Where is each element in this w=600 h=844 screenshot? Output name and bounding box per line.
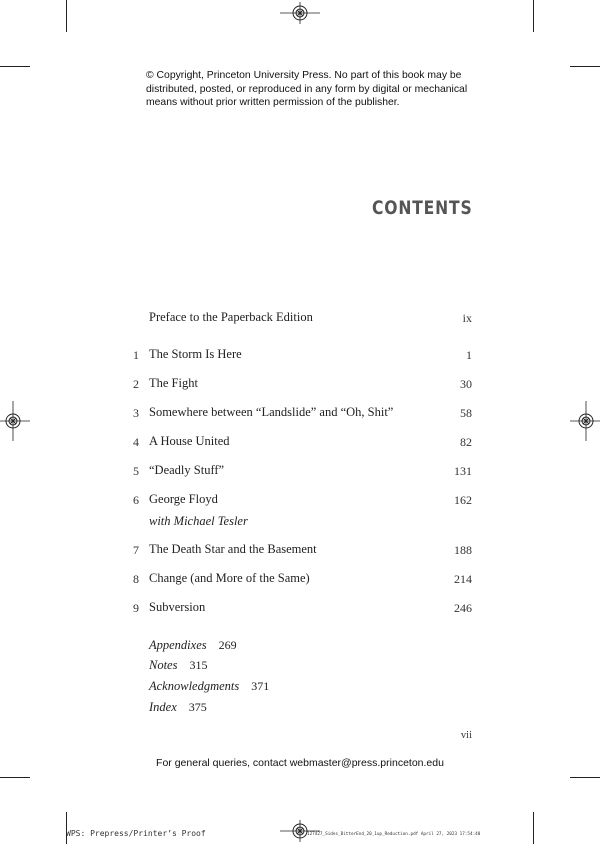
toc-chapter-title: The Fight bbox=[149, 376, 198, 390]
toc-chapter-number: 6 bbox=[133, 493, 139, 507]
toc-backmatter-page: 375 bbox=[188, 700, 207, 714]
toc-chapter-number: 5 bbox=[133, 464, 139, 478]
toc-backmatter-entry bbox=[149, 638, 237, 653]
proof-slug-right: 127427_Sides_BitterEnd_20_1up_Reduction.pdf April 27, 2023 17:54:40 bbox=[307, 832, 481, 837]
toc-chapter-number: 8 bbox=[133, 572, 139, 586]
toc-backmatter-label: Notes bbox=[149, 658, 178, 672]
toc-chapter-page: 1 bbox=[466, 348, 472, 362]
crop-mark-bottom-right bbox=[533, 812, 534, 844]
toc-backmatter-page: 371 bbox=[251, 679, 270, 693]
crop-mark-left-top bbox=[0, 66, 30, 67]
page-number: vii bbox=[460, 730, 472, 741]
registration-mark-left-icon bbox=[0, 401, 30, 441]
copyright-notice bbox=[146, 69, 476, 110]
toc-chapter-page: 188 bbox=[454, 543, 472, 557]
toc-backmatter-entry bbox=[149, 658, 207, 673]
toc-backmatter-entry bbox=[149, 679, 269, 694]
crop-mark-right-top bbox=[570, 66, 600, 67]
toc-chapter-page: 214 bbox=[454, 572, 472, 586]
toc-backmatter-label: Index bbox=[149, 700, 177, 714]
page-title: CONTENTS bbox=[371, 197, 472, 219]
crop-mark-left-bottom bbox=[0, 777, 30, 778]
crop-mark-bottom-left bbox=[66, 812, 67, 844]
toc-chapter-title: The Death Star and the Basement bbox=[149, 542, 317, 556]
toc-chapter-title: George Floyd bbox=[149, 492, 218, 506]
toc-chapter-number: 3 bbox=[133, 406, 139, 420]
proof-slug-left: WPS: Prepress/Printer’s Proof bbox=[66, 829, 206, 838]
toc-chapter-page: 58 bbox=[460, 406, 472, 420]
registration-mark-top-icon bbox=[280, 2, 320, 24]
toc-backmatter-label: Acknowledgments bbox=[149, 679, 240, 693]
toc-backmatter-page: 269 bbox=[218, 638, 237, 652]
copyright-line: © Copyright, Princeton University Press. No part of this book may be bbox=[146, 70, 462, 81]
crop-mark-top-left bbox=[66, 0, 67, 32]
copyright-line: means without prior written permission of the publisher. bbox=[146, 97, 400, 108]
toc-chapter-number: 4 bbox=[133, 435, 139, 449]
toc-chapter-number: 1 bbox=[133, 348, 139, 362]
toc-chapter-page: 131 bbox=[454, 464, 472, 478]
toc-chapter-title: The Storm Is Here bbox=[149, 347, 242, 361]
toc-chapter-title: A House United bbox=[149, 434, 230, 448]
registration-mark-bottom-icon bbox=[280, 820, 320, 842]
toc-entry-preface-page: ix bbox=[462, 311, 472, 325]
toc-backmatter-label: Appendixes bbox=[149, 638, 207, 652]
toc-chapter-number: 2 bbox=[133, 377, 139, 391]
toc-chapter-title: Change (and More of the Same) bbox=[149, 571, 310, 585]
toc-chapter-number: 7 bbox=[133, 543, 139, 557]
crop-mark-top-right bbox=[533, 0, 534, 32]
copyright-line: distributed, posted, or reproduced in any form by digital or mechanical bbox=[146, 83, 468, 95]
toc-chapter-number: 9 bbox=[133, 601, 139, 615]
footer-contact: For general queries, contact webmaster@press.princeton.edu bbox=[156, 757, 444, 769]
toc-chapter-page: 246 bbox=[454, 601, 472, 615]
toc-chapter-page: 82 bbox=[460, 435, 472, 449]
toc-chapter-title: Subversion bbox=[149, 600, 206, 614]
toc-chapter-title: “Deadly Stuff” bbox=[149, 463, 225, 477]
registration-mark-right-icon bbox=[570, 401, 600, 441]
crop-mark-right-bottom bbox=[570, 777, 600, 778]
toc-chapter-subtitle: with Michael Tesler bbox=[149, 514, 248, 528]
toc-chapter-title: Somewhere between “Landslide” and “Oh, Shit” bbox=[149, 405, 394, 419]
toc-chapter-page: 30 bbox=[460, 377, 472, 391]
toc-backmatter-entry bbox=[149, 700, 207, 715]
toc-chapter-page: 162 bbox=[454, 493, 472, 507]
toc-entry-preface-title: Preface to the Paperback Edition bbox=[149, 310, 313, 324]
toc-backmatter-page: 315 bbox=[189, 658, 208, 672]
